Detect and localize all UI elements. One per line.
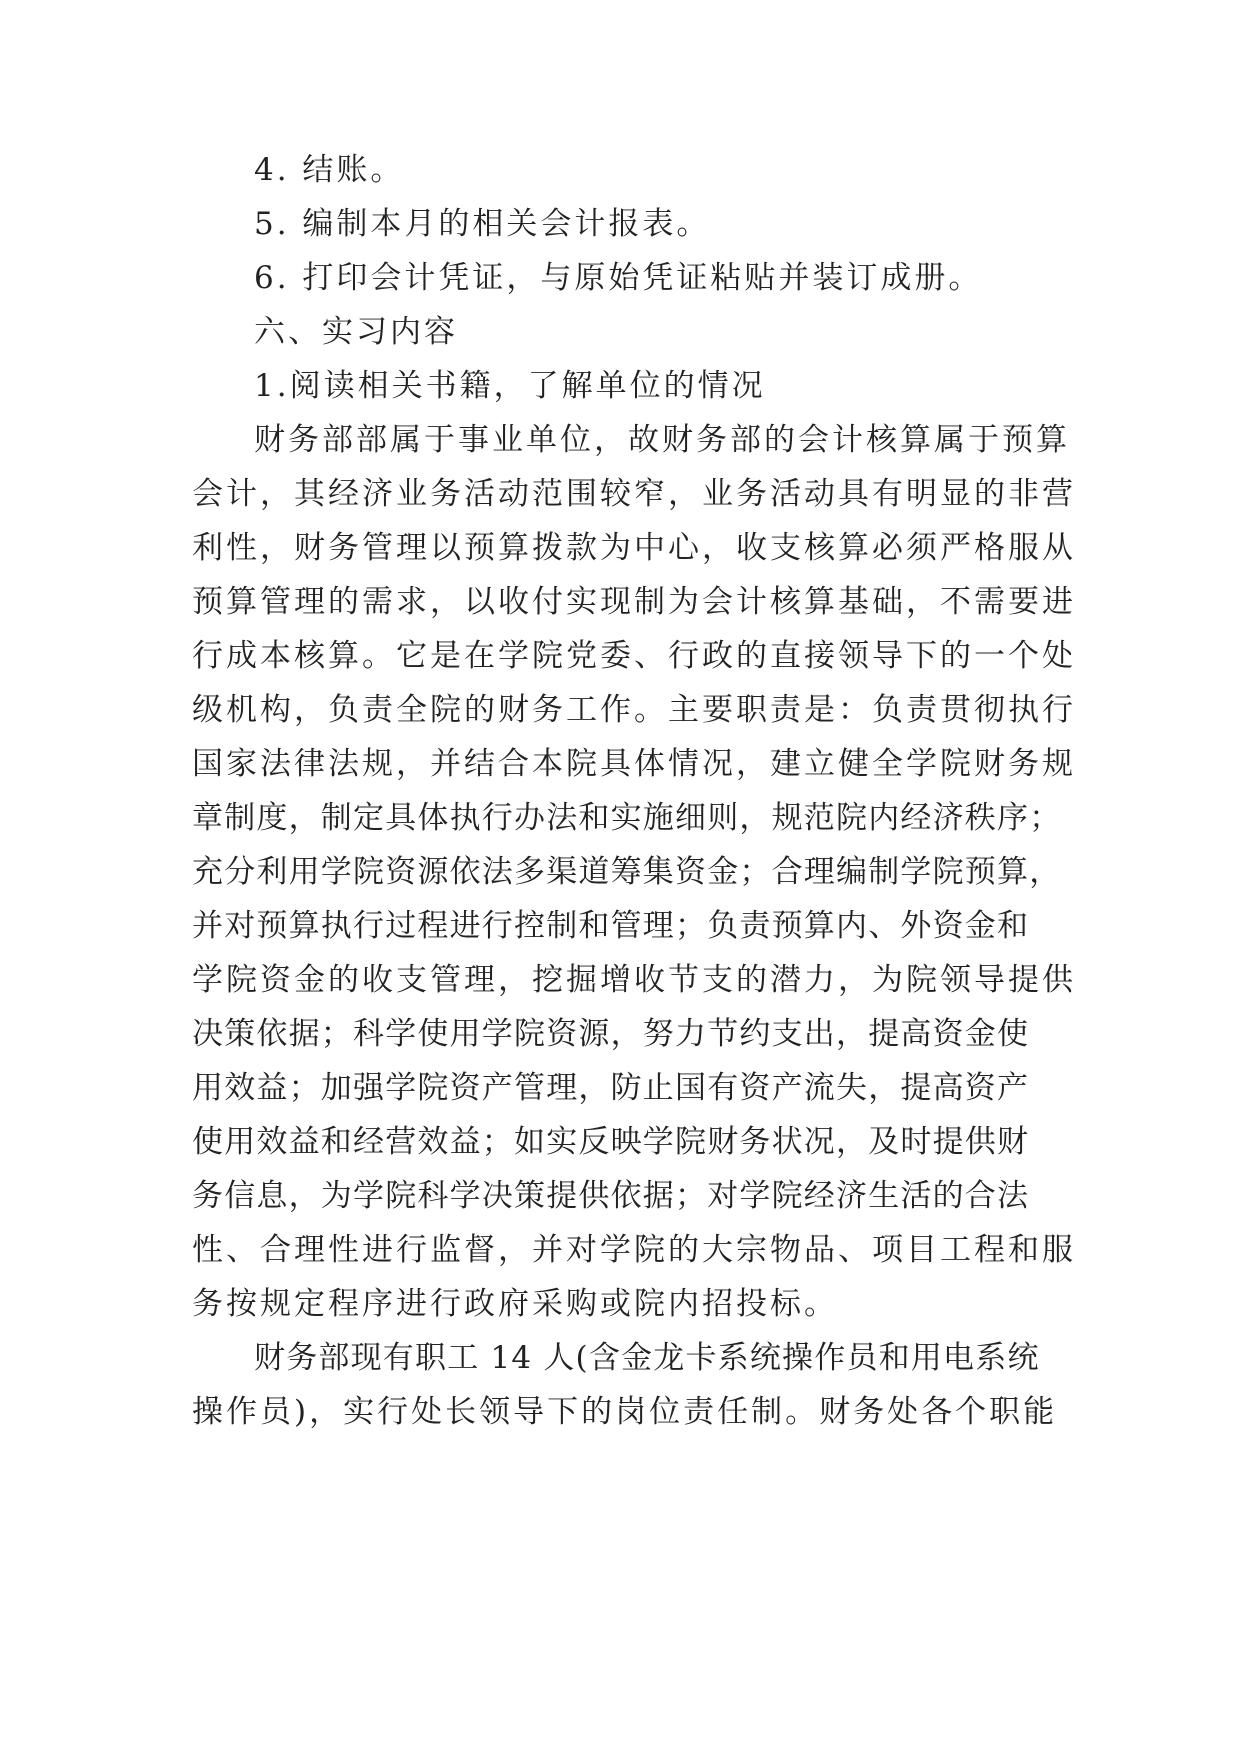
paragraph1-line: 使用效益和经营效益；如实反映学院财务状况，及时提供财 [192, 1124, 1030, 1160]
paragraph1-line: 国家法律法规，并结合本院具体情况，建立健全学院财务规 [192, 746, 1076, 782]
paragraph1-line: 用效益；加强学院资产管理，防止国有资产流失，提高资产 [192, 1070, 1030, 1106]
paragraph1-line: 财务部部属于事业单位，故财务部的会计核算属于预算 [254, 422, 1070, 458]
paragraph1-line: 充分利用学院资源依法多渠道筹集资金；合理编制学院预算， [192, 854, 1062, 890]
paragraph1-line: 学院资金的收支管理，挖掘增收节支的潜力，为院领导提供 [192, 962, 1076, 998]
paragraph1-line: 会计，其经济业务活动范围较窄，业务活动具有明显的非营 [192, 476, 1076, 512]
step-4: 4. 结账。 [254, 152, 405, 188]
paragraph1-line: 并对预算执行过程进行控制和管理；负责预算内、外资金和 [192, 908, 1030, 944]
subsection-heading: 1.阅读相关书籍，了解单位的情况 [254, 368, 766, 404]
paragraph1-line: 务信息，为学院科学决策提供依据；对学院经济生活的合法 [192, 1178, 1030, 1214]
paragraph1-line: 级机构，负责全院的财务工作。主要职责是：负责贯彻执行 [192, 692, 1076, 728]
section-heading: 六、实习内容 [254, 314, 458, 350]
step-6: 6. 打印会计凭证，与原始凭证粘贴并装订成册。 [254, 260, 983, 296]
paragraph2-line: 操作员)，实行处长领导下的岗位责任制。财务处各个职能 [192, 1394, 1058, 1430]
paragraph1-line: 章制度，制定具体执行办法和实施细则，规范院内经济秩序； [192, 800, 1062, 836]
paragraph1-line: 利性，财务管理以预算拨款为中心，收支核算必须严格服从 [192, 530, 1076, 566]
step-5: 5. 编制本月的相关会计报表。 [254, 206, 711, 242]
paragraph1-line: 性、合理性进行监督，并对学院的大宗物品、项目工程和服 [192, 1232, 1076, 1268]
paragraph2-line: 财务部现有职工 14 人(含金龙卡系统操作员和用电系统 [254, 1340, 1040, 1376]
paragraph1-line: 行成本核算。它是在学院党委、行政的直接领导下的一个处 [192, 638, 1076, 674]
paragraph1-line: 决策依据；科学使用学院资源，努力节约支出，提高资金使 [192, 1016, 1030, 1052]
paragraph1-line: 预算管理的需求，以收付实现制为会计核算基础，不需要进 [192, 584, 1076, 620]
paragraph1-line: 务按规定程序进行政府采购或院内招投标。 [192, 1286, 838, 1322]
